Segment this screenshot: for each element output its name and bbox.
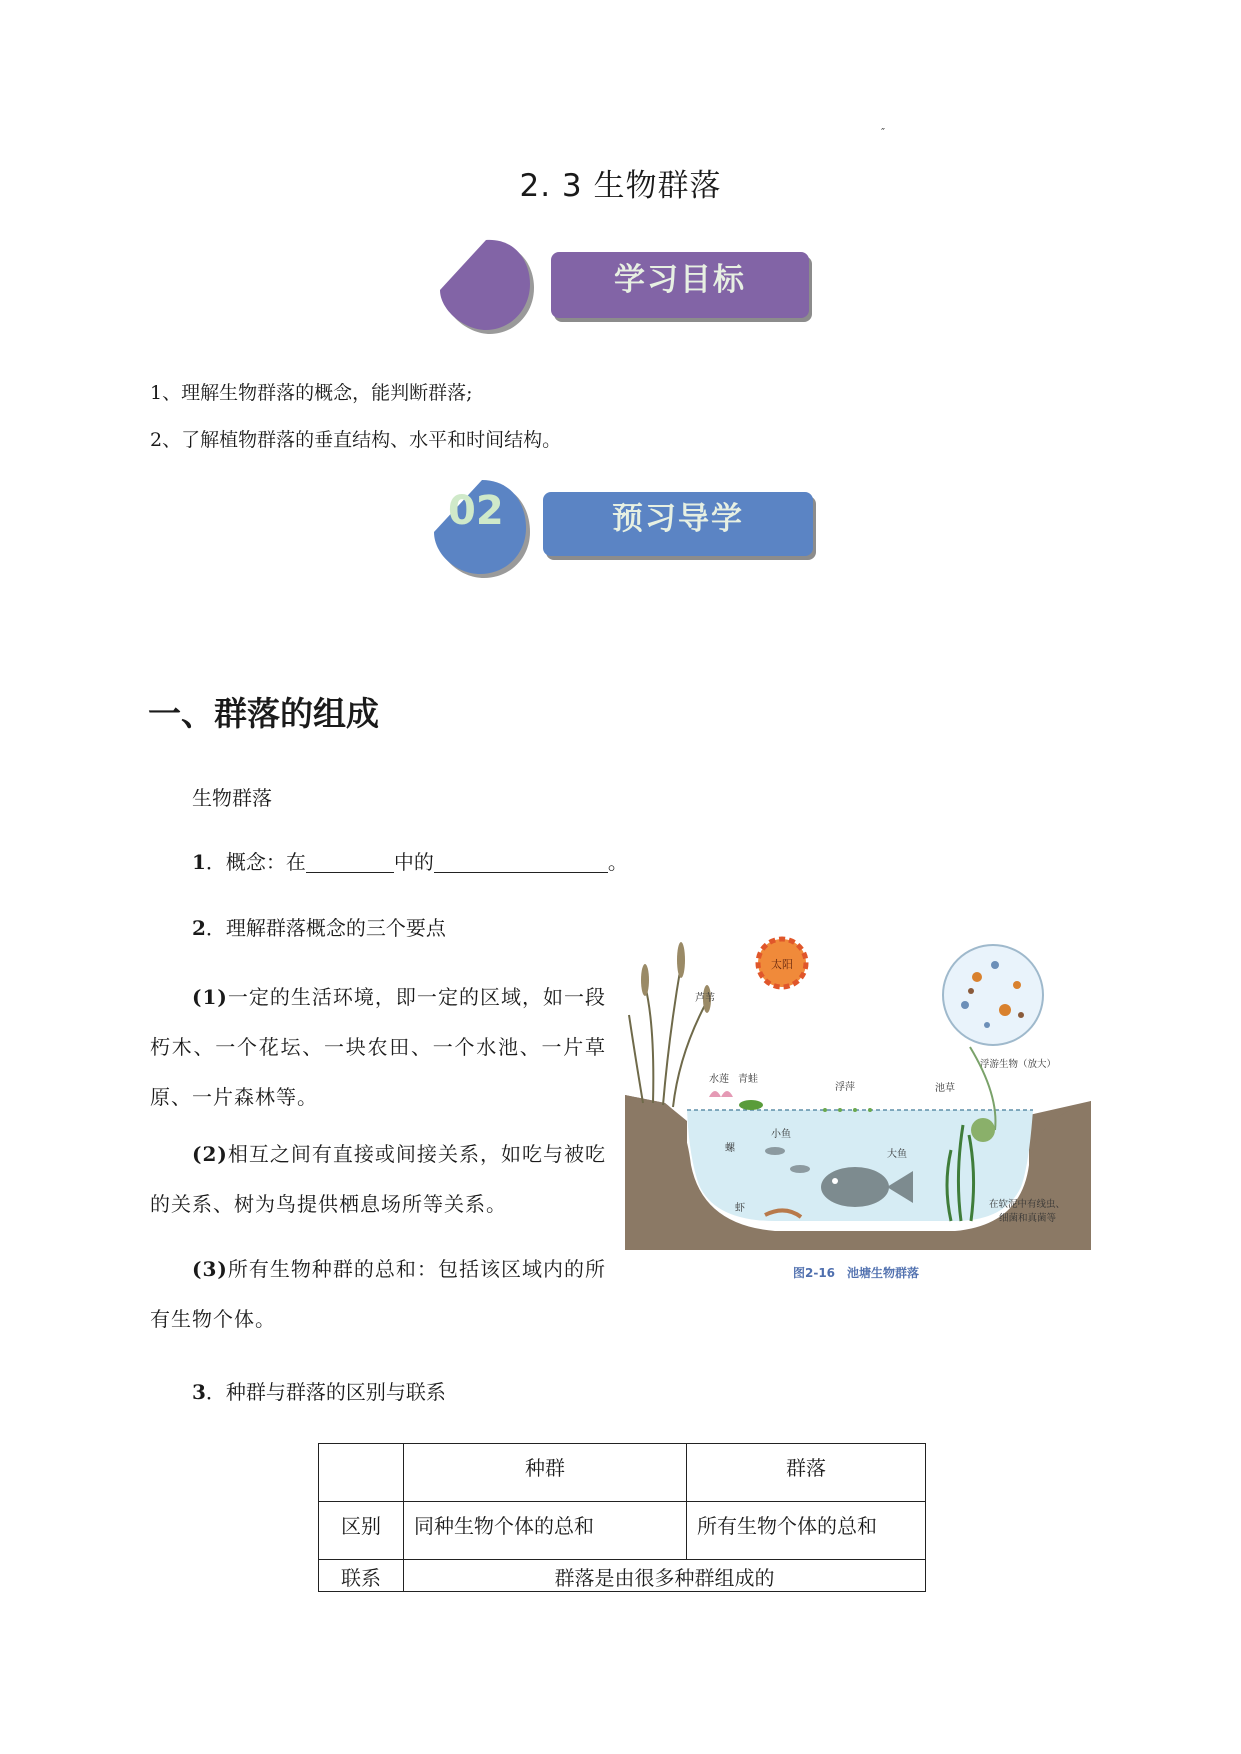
objective-2: 2、了解植物群落的垂直结构、水平和时间结构。 bbox=[150, 429, 562, 451]
label-sun: 太阳 bbox=[771, 958, 793, 971]
table-header-cell: 种群 bbox=[404, 1444, 687, 1502]
table-row bbox=[319, 1502, 926, 1560]
learning-goals-label: 学习目标 bbox=[551, 252, 809, 318]
blank-2[interactable] bbox=[434, 850, 608, 873]
label-pondweed: 池草 bbox=[935, 1083, 955, 1094]
concept-line: 1．概念：在 中的 。 bbox=[192, 850, 628, 874]
tick-mark: ″ bbox=[881, 126, 886, 139]
preview-label: 预习导学 bbox=[543, 492, 813, 556]
subheading: 生物群落 bbox=[192, 786, 272, 810]
preview-banner bbox=[430, 478, 822, 582]
learning-goals-banner bbox=[438, 238, 818, 338]
key-points-heading: 2．理解群落概念的三个要点 bbox=[192, 916, 446, 940]
point-3: (3)所有生物种群的总和：包括该区域内的所有生物个体。 bbox=[150, 1257, 606, 1331]
objective-1: 1、理解生物群落的概念，能判断群落; bbox=[150, 382, 473, 404]
table-cell: 群落是由很多种群组成的 bbox=[404, 1560, 926, 1592]
label-mud-1: 在软泥中有线虫、 bbox=[989, 1199, 1066, 1210]
point-1: (1)一定的生活环境，即一定的区域，如一段朽木、一个花坛、一块农田、一个水池、一片草原、一片森林等。 bbox=[150, 985, 606, 1109]
table-cell: 所有生物个体的总和 bbox=[687, 1502, 926, 1560]
label-reed: 芦苇 bbox=[695, 993, 715, 1004]
section-number: 02 bbox=[448, 488, 504, 534]
page-title: 2. 3 生物群落 bbox=[519, 168, 722, 204]
item-number: 1 bbox=[192, 850, 206, 874]
table-header-cell bbox=[319, 1444, 404, 1502]
label-small-fish: 小鱼 bbox=[771, 1129, 791, 1140]
label-lotus: 水莲 bbox=[709, 1074, 729, 1085]
label-snail: 螺 bbox=[725, 1143, 735, 1154]
point-2: (2)相互之间有直接或间接关系，如吃与被吃的关系、树为鸟提供栖息场所等关系。 bbox=[150, 1142, 606, 1216]
label-frog: 青蛙 bbox=[738, 1074, 758, 1085]
comparison-heading: 3．种群与群落的区别与联系 bbox=[192, 1380, 446, 1404]
table-row bbox=[319, 1560, 926, 1592]
table-cell: 同种生物个体的总和 bbox=[404, 1502, 687, 1560]
banner-leaf-icon bbox=[438, 238, 538, 338]
table-header-row bbox=[319, 1444, 926, 1502]
table-cell: 联系 bbox=[319, 1560, 404, 1592]
section-heading: 一、群落的组成 bbox=[148, 694, 379, 733]
label-shrimp: 虾 bbox=[735, 1203, 745, 1214]
label-big-fish: 大鱼 bbox=[887, 1149, 907, 1160]
label-duckweed: 浮萍 bbox=[835, 1082, 855, 1093]
blank-1[interactable] bbox=[306, 850, 394, 873]
comparison-table bbox=[318, 1443, 926, 1592]
table-header-cell: 群落 bbox=[687, 1444, 926, 1502]
figure-caption: 图2-16 池塘生物群落 bbox=[793, 1266, 920, 1280]
table-cell: 区别 bbox=[319, 1502, 404, 1560]
label-plankton: 浮游生物（放大） bbox=[980, 1059, 1057, 1070]
label-mud-2: 细菌和真菌等 bbox=[999, 1213, 1057, 1224]
pond-community-figure bbox=[625, 925, 1091, 1250]
